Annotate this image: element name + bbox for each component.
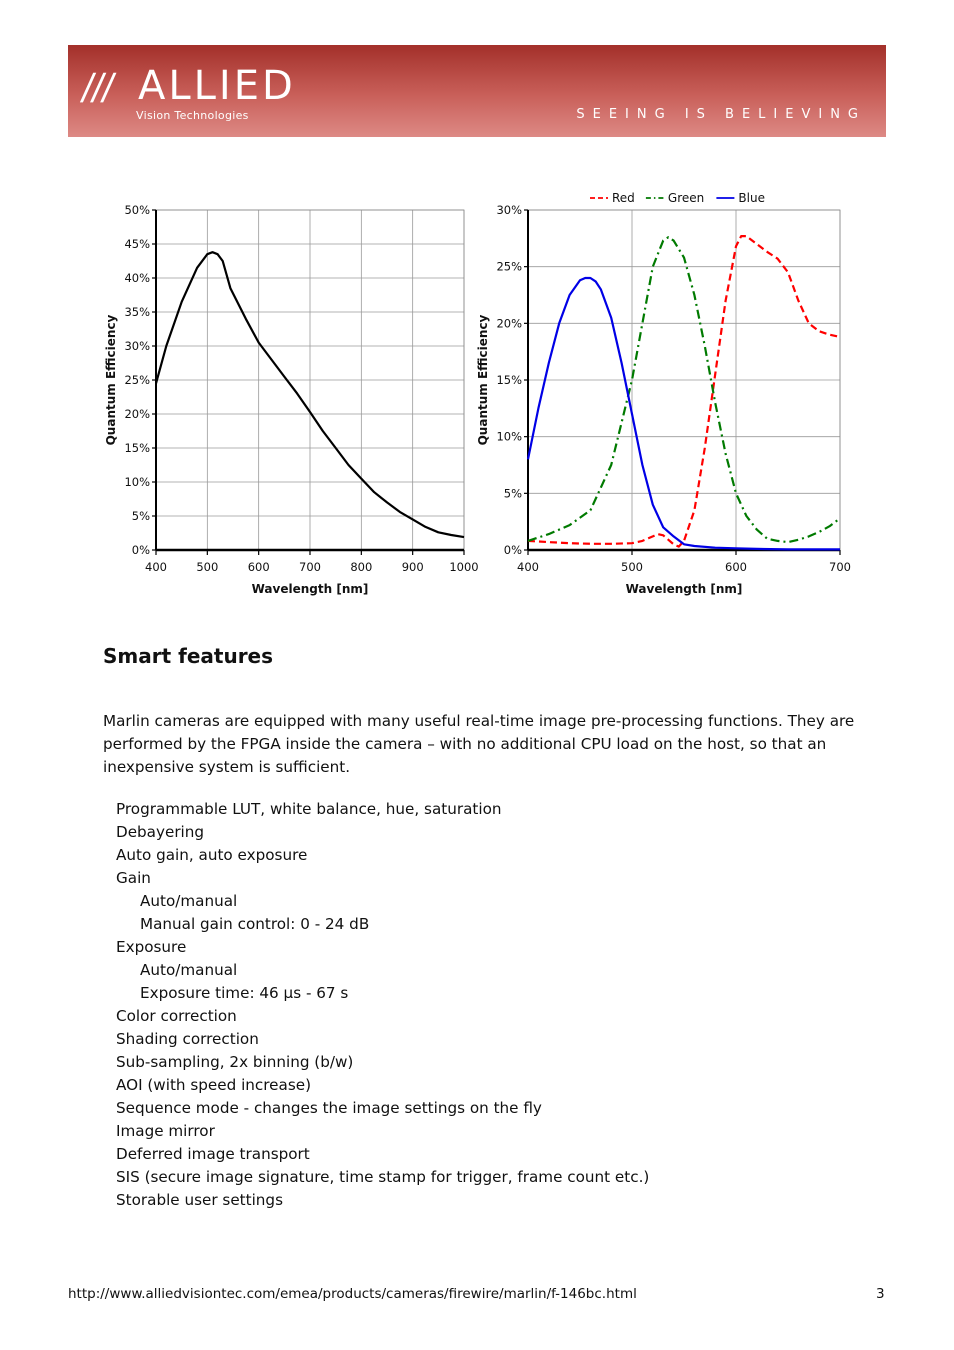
y-tick-label: 20% [124,407,150,421]
feature-item: SIS (secure image signature, time stamp for trigger, frame count etc.) [116,1168,650,1186]
y-axis-label: Quantum Efficiency [476,314,490,446]
y-tick-label: 15% [124,441,150,455]
feature-list [116,798,649,1212]
y-tick-label: 0% [503,543,522,557]
x-tick-label: 500 [621,560,643,574]
page-number: 3 [876,1286,885,1302]
y-tick-label: 30% [124,339,150,353]
x-tick-label: 1000 [449,560,479,574]
x-tick-label: 600 [725,560,747,574]
y-tick-label: 50% [124,203,150,217]
feature-item: Auto/manual [140,961,238,979]
x-tick-label: 400 [517,560,539,574]
legend-label: Blue [738,191,765,205]
y-tick-label: 40% [124,271,150,285]
x-axis-label: Wavelength [nm] [625,582,743,596]
x-tick-label: 600 [247,560,270,574]
feature-item: Storable user settings [116,1191,283,1209]
feature-item: Gain [116,869,151,887]
y-tick-label: 5% [503,486,522,501]
y-tick-label: 10% [124,475,150,489]
x-tick-label: 900 [401,560,424,574]
x-tick-label: 500 [196,560,219,574]
y-tick-label: 20% [496,316,522,331]
tagline: SEEING IS BELIEVING [576,107,866,122]
legend-label: Green [667,191,705,205]
feature-item: Programmable LUT, white balance, hue, saturation [116,800,502,818]
feature-item: Color correction [116,1007,237,1025]
y-tick-label: 0% [131,543,150,557]
y-tick-label: 25% [124,373,150,387]
section-heading: Smart features [103,644,274,668]
x-tick-label: 700 [299,560,321,574]
y-tick-label: 35% [124,305,150,319]
y-tick-label: 25% [496,259,522,274]
feature-item: Sequence mode - changes the image settings on the fly [116,1099,542,1117]
x-axis-label: Wavelength [nm] [251,582,369,596]
feature-item: Debayering [116,823,205,841]
y-tick-label: 5% [131,509,150,523]
footer-url[interactable]: http://www.alliedvisiontec.com/emea/products/cameras/firewire/marlin/f-146bc.html [68,1286,637,1302]
feature-item: Manual gain control: 0 - 24 dB [140,915,370,933]
y-tick-label: 10% [496,429,522,444]
feature-item: Shading correction [116,1030,259,1048]
feature-item: Exposure time: 46 µs - 67 s [140,984,349,1002]
feature-item: Exposure [116,938,187,956]
y-axis-label: Quantum Efficiency [104,314,118,446]
feature-item: Sub-sampling, 2x binning (b/w) [116,1053,354,1071]
x-tick-label: 800 [350,560,373,574]
y-tick-label: 15% [496,373,522,387]
feature-item: Auto/manual [140,892,238,910]
x-tick-label: 700 [829,560,851,574]
logo-slashes: /// [79,67,116,108]
x-tick-label: 400 [145,560,167,574]
logo-name: ALLIED [138,63,296,109]
feature-item: AOI (with speed increase) [116,1076,312,1094]
feature-item: Image mirror [116,1122,215,1140]
series-line-blue [528,278,840,549]
feature-item: Auto gain, auto exposure [116,846,308,864]
series-line-red [528,236,840,546]
quantum-efficiency-chart-color [0,0,954,640]
logo-subtitle: Vision Technologies [136,109,249,122]
y-tick-label: 30% [496,203,522,217]
series-line-green [528,237,840,542]
legend-label: Red [612,191,635,205]
section-paragraph: Marlin cameras are equipped with many useful real-time image pre-processing functions. They are performed by the FPGA inside the camera – with no additional CPU load on the host, so that an inexpensive system is sufficient. [103,712,855,776]
feature-item: Deferred image transport [116,1145,310,1163]
y-tick-label: 45% [124,237,150,251]
